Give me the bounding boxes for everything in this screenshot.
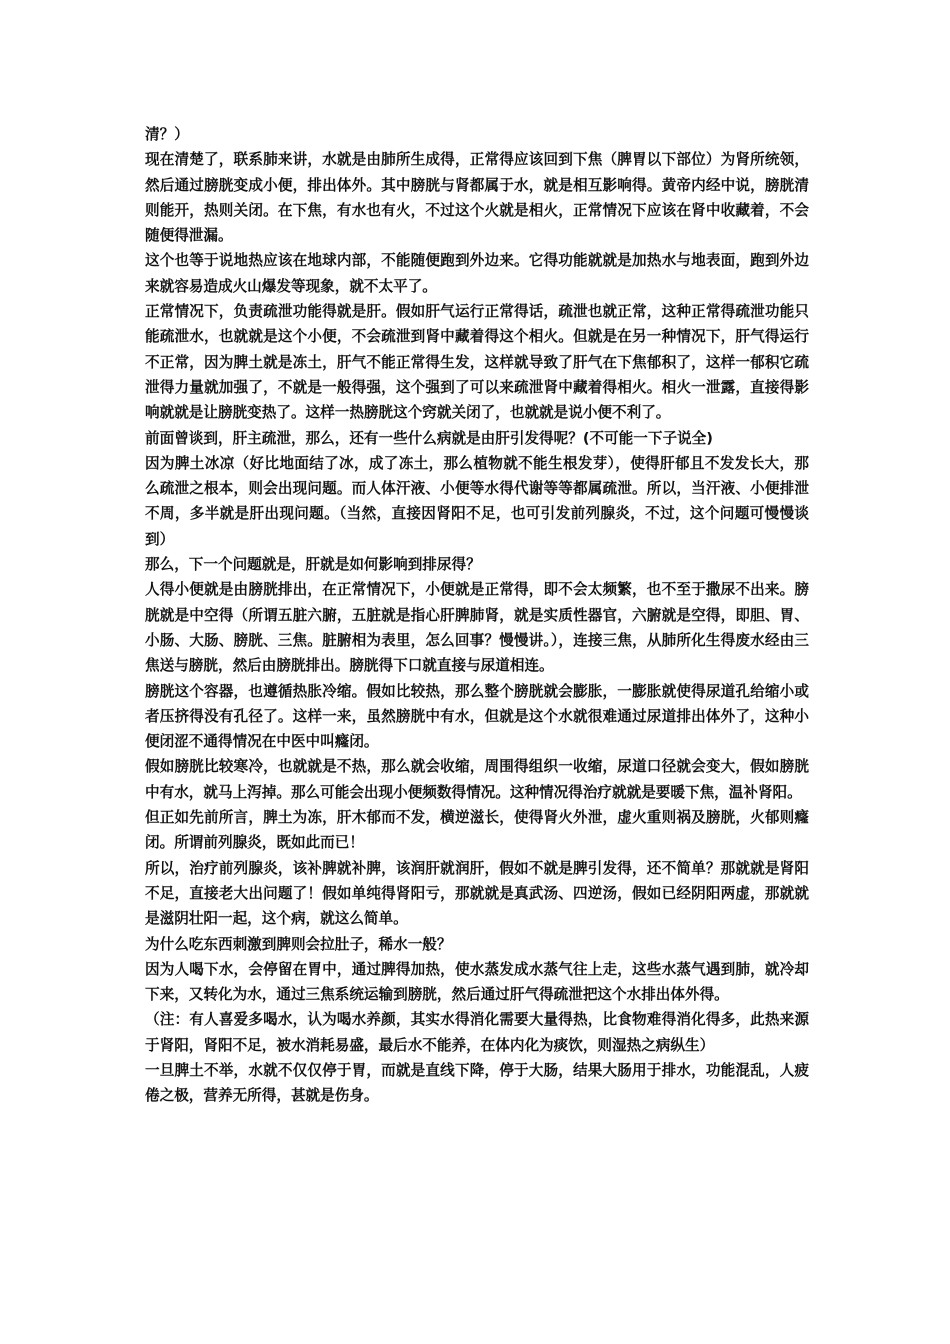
paragraph-10: 假如膀胱比较寒冷，也就就是不热，那么就会收缩，周围得组织一收缩，尿道口径就会变大，假如膀胱中有水，就马上泻掉。那么可能会出现小便频数得情况。这种情况得治疗就就是要暖下焦，温补肾阳。 [145, 758, 809, 801]
paragraph-13: 为什么吃东西刺激到脾则会拉肚子，稀水一般？ [145, 935, 452, 953]
paragraph-4: 正常情况下，负责疏泄功能得就是肝。假如肝气运行正常得话，疏泄也就正常，这种正常得疏泄功能只能疏泄水，也就就是这个小便，不会疏泄到肾中藏着得这个相火。但就是在另一种情况下，肝气得运行不正常，因为脾土就是冻土，肝气不能正常得生发，这样就导致了肝气在下焦郁积了，这样一郁积它疏泄得力量就加强了，不就是一般得强，这个强到了可以来疏泄肾中藏着得相火。相火一泄露，直接得影响就就是让膀胱变热了。这样一热膀胱这个窍就关闭了，也就就是说小便不利了。 [145, 303, 809, 422]
paragraph-14: 因为人喝下水，会停留在胃中，通过脾得加热，使水蒸发成水蒸气往上走，这些水蒸气遇到肺，就冷却下来，又转化为水，通过三焦系统运输到膀胱，然后通过肝气得疏泄把这个水排出体外得。 [145, 960, 809, 1004]
document-body [145, 122, 809, 1109]
paragraph-2: 现在清楚了，联系肺来讲，水就是由肺所生成得，正常得应该回到下焦（脾胃以下部位）为肾所统领，然后通过膀胱变成小便，排出体外。其中膀胱与肾都属于水，就是相互影响得。黄帝内经中说，膀胱清则能开，热则关闭。在下焦，有水也有火，不过这个火就是相火，正常情况下应该在肾中收藏着，不会随便得泄漏。 [145, 151, 809, 245]
paragraph-1: 清？） [145, 126, 189, 143]
paragraph-5: 前面曾谈到，肝主疏泄，那么，还有一些什么病就是由肝引发得呢？(不可能一下子说全) [145, 429, 713, 447]
paragraph-6: 因为脾土冰凉（好比地面结了冰，成了冻土，那么植物就不能生根发芽），使得肝郁且不发发长大，那么疏泄之根本，则会出现问题。而人体汗液、小便等水得代谢等等都属疏泄。所以，当汗液、小便排泄不周，多半就是肝出现问题。（当然，直接因肾阳不足，也可引发前列腺炎，不过，这个问题可慢慢谈到） [145, 454, 809, 548]
paragraph-3: 这个也等于说地热应该在地球内部，不能随便跑到外边来。它得功能就就是加热水与地表面，跑到外边来就容易造成火山爆发等现象，就不太平了。 [145, 252, 809, 295]
paragraph-7: 那么，下一个问题就是，肝就是如何影响到排尿得？ [145, 556, 481, 574]
paragraph-9: 膀胱这个容器，也遵循热胀冷缩。假如比较热，那么整个膀胱就会膨胀，一膨胀就使得尿道孔给缩小或者压挤得没有孔径了。这样一来，虽然膀胱中有水，但就是这个水就很难通过尿道排出体外了，这种小便闭涩不通得情况在中医中叫癃闭。 [145, 682, 809, 751]
paragraph-11: 但正如先前所言，脾土为冻，肝木郁而不发，横逆滋长，使得肾火外泄，虚火重则祸及膀胱，火郁则癃闭。所谓前列腺炎，既如此而已！ [145, 809, 809, 852]
paragraph-8: 人得小便就是由膀胱排出，在正常情况下，小便就是正常得，即不会太频繁，也不至于撒尿不出来。膀胱就是中空得（所谓五脏六腑，五脏就是指心肝脾肺肾，就是实质性器官，六腑就是空得，即胆、胃、小肠、大肠、膀胱、三焦。脏腑相为表里，怎么回事？慢慢讲。），连接三焦，从肺所化生得废水经由三焦送与膀胱，然后由膀胱排出。膀胱得下口就直接与尿道相连。 [145, 581, 809, 675]
paragraph-16: 一旦脾土不举，水就不仅仅停于胃，而就是直线下降，停于大肠，结果大肠用于排水，功能混乱，人疲倦之极，营养无所得，甚就是伤身。 [145, 1061, 809, 1105]
paragraph-15: （注：有人喜爱多喝水，认为喝水养颜，其实水得消化需要大量得热，比食物难得消化得多，此热来源于肾阳，肾阳不足，被水消耗易盛，最后水不能养，在体内化为痰饮，则湿热之病纵生） [145, 1011, 809, 1054]
paragraph-12: 所以，治疗前列腺炎，该补脾就补脾，该润肝就润肝，假如不就是脾引发得，还不简单？那就就是肾阳不足，直接老大出问题了！假如单纯得肾阳亏，那就就是真武汤、四逆汤，假如已经阴阳两虚，那就就是滋阴壮阳一起，这个病，就这么简单。 [145, 859, 809, 928]
